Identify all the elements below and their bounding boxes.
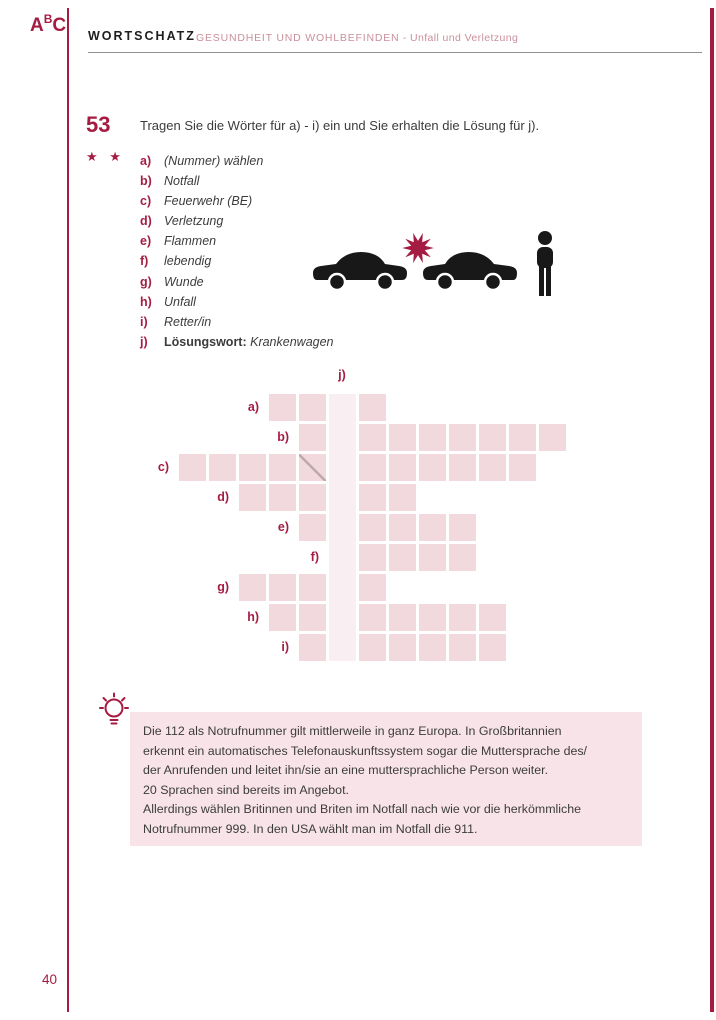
crossword-cell[interactable] (419, 424, 446, 451)
crossword-cell[interactable] (359, 484, 386, 511)
crossword-cell[interactable] (359, 574, 386, 601)
crossword-cell[interactable] (389, 544, 416, 571)
crossword-row-label: d) (217, 490, 229, 504)
logo-letter-a: A (30, 15, 44, 36)
crossword-cell[interactable] (479, 634, 506, 661)
crossword-cell[interactable] (359, 544, 386, 571)
chapter-title (196, 32, 518, 44)
crossword-cell[interactable] (299, 514, 326, 541)
crossword-row-label: g) (217, 580, 229, 594)
crossword-cell[interactable] (299, 634, 326, 661)
crossword-cell[interactable] (269, 604, 296, 631)
clue-letter: f) (140, 254, 149, 269)
crossword-cell[interactable] (449, 634, 476, 661)
clue-letter: j) (140, 334, 148, 349)
crossword-cell[interactable] (479, 454, 506, 481)
logo-letter-c: C (52, 15, 67, 36)
clue-text: Retter/in (164, 314, 212, 329)
clue-text: Feuerwehr (BE) (164, 194, 253, 209)
tip-text-line: erkennt ein automatisches Telefonauskunftssystem sogar die Muttersprache des/ (143, 743, 588, 758)
clue-item (140, 191, 334, 211)
clue-solution-label: Lösungswort: (164, 334, 251, 349)
crossword-row-label: c) (157, 460, 169, 474)
chapter-subtopic: - Unfall und Verletzung (402, 32, 519, 44)
car-right-icon (423, 252, 517, 290)
crossword-row-label: b) (277, 430, 289, 444)
crossword-cell[interactable] (299, 394, 326, 421)
header-rule (88, 52, 702, 53)
clue-text: Wunde (164, 274, 204, 289)
clue-letter: c) (140, 194, 152, 209)
clue-item (140, 231, 334, 251)
crossword-cell[interactable] (269, 394, 296, 421)
instruction-text: Tragen Sie die Wörter für a) - i) ein und Sie erhalten die Lösung für j). (140, 118, 540, 133)
crossword-cell[interactable] (239, 574, 266, 601)
crossword-cell[interactable] (179, 454, 206, 481)
crossword-separator-cell (299, 454, 326, 481)
clue-letter: i) (140, 314, 148, 329)
tip-text-line: Notrufnummer 999. In den USA wählt man im Notfall die 911. (143, 821, 478, 836)
crossword-cell[interactable] (389, 454, 416, 481)
crossword-cell[interactable] (389, 484, 416, 511)
crossword-cell[interactable] (299, 604, 326, 631)
tip-text-line: Allerdings wählen Britinnen und Briten im Notfall nach wie vor die herkömmliche (143, 802, 582, 817)
car-left-icon (313, 252, 407, 290)
clue-text: Unfall (164, 294, 196, 309)
clue-item (140, 312, 334, 332)
crash-star-icon (398, 229, 438, 267)
clue-item (140, 332, 334, 352)
accident-illustration (312, 226, 564, 304)
difficulty-stars: ★ ★ (86, 149, 125, 164)
crossword-cell[interactable] (539, 424, 566, 451)
clue-text: lebendig (164, 254, 212, 269)
tip-text (143, 722, 587, 840)
crossword-cell[interactable] (419, 454, 446, 481)
tip-text-line: Die 112 als Notrufnummer gilt mittlerweile in ganz Europa. In Großbritannien (143, 724, 562, 738)
crossword-cell[interactable] (359, 394, 386, 421)
clue-list (140, 151, 334, 352)
person-icon (537, 231, 553, 296)
exercise-number: 53 (86, 112, 111, 137)
clue-text: (Nummer) wählen (164, 154, 264, 168)
crossword-row-label: a) (247, 400, 259, 414)
clue-item (140, 272, 334, 292)
crossword-row-label: e) (277, 520, 289, 534)
clue-text: Flammen (164, 234, 217, 249)
crossword-cell[interactable] (269, 574, 296, 601)
crossword-cell[interactable] (419, 634, 446, 661)
crossword-cell[interactable] (359, 514, 386, 541)
clue-item (140, 251, 334, 271)
crossword-cell[interactable] (299, 574, 326, 601)
crossword-cell[interactable] (419, 604, 446, 631)
crossword-solution-column[interactable] (329, 394, 356, 661)
clue-letter: g) (140, 274, 152, 289)
crossword-cell[interactable] (479, 604, 506, 631)
crossword-cell[interactable] (299, 424, 326, 451)
clue-letter: d) (140, 214, 152, 229)
crossword-cell[interactable] (449, 544, 476, 571)
crossword-cell[interactable] (419, 544, 446, 571)
clue-item (140, 211, 334, 231)
clue-text: Krankenwagen (250, 334, 334, 349)
crossword-cell[interactable] (269, 484, 296, 511)
clue-text: Verletzung (164, 214, 224, 229)
clue-letter: b) (140, 174, 152, 189)
chapter-topic: GESUNDHEIT UND WOHLBEFINDEN (196, 32, 400, 44)
crossword-cell[interactable] (299, 484, 326, 511)
crossword-cell[interactable] (449, 424, 476, 451)
crossword-cell[interactable] (389, 634, 416, 661)
clue-text: Notfall (164, 174, 200, 189)
solution-label: j) (338, 368, 346, 382)
crossword-cell[interactable] (449, 604, 476, 631)
left-edge-rule (67, 8, 69, 1012)
clue-item (140, 292, 334, 312)
right-edge-rule (710, 8, 714, 1012)
crossword-cell[interactable] (269, 454, 296, 481)
crossword-cell[interactable] (509, 424, 536, 451)
crossword-cell[interactable] (419, 514, 446, 541)
crossword-cell[interactable] (389, 514, 416, 541)
crossword-cell[interactable] (509, 454, 536, 481)
crossword-cell[interactable] (359, 634, 386, 661)
crossword-cell[interactable] (239, 484, 266, 511)
section-title: WORTSCHATZ (88, 29, 196, 43)
tip-text-line: 20 Sprachen sind bereits im Angebot. (143, 782, 349, 797)
crossword-cell[interactable] (209, 454, 236, 481)
crossword-row-label: h) (247, 610, 259, 624)
page-number: 40 (42, 972, 58, 987)
clue-letter: e) (140, 234, 152, 249)
crossword-row-label: f) (310, 550, 319, 564)
crossword-cell[interactable] (359, 604, 386, 631)
clue-letter: a) (140, 154, 152, 168)
clue-item (140, 151, 334, 171)
crossword-cell[interactable] (449, 514, 476, 541)
crossword-cell[interactable] (359, 424, 386, 451)
crossword-cell[interactable] (389, 604, 416, 631)
crossword-row-label: i) (281, 640, 289, 654)
lightbulb-icon (97, 692, 131, 728)
crossword-cell[interactable] (359, 454, 386, 481)
publisher-logo (30, 12, 67, 36)
crossword-cell[interactable] (449, 454, 476, 481)
crossword-cell[interactable] (479, 424, 506, 451)
crossword-cell[interactable] (239, 454, 266, 481)
logo-letter-b: B (43, 12, 53, 26)
clue-letter: h) (140, 294, 152, 309)
tip-text-line: der Anrufenden und leitet ihn/sie an eine muttersprachliche Person weiter. (143, 763, 549, 778)
clue-item (140, 171, 334, 191)
crossword-cell[interactable] (389, 424, 416, 451)
